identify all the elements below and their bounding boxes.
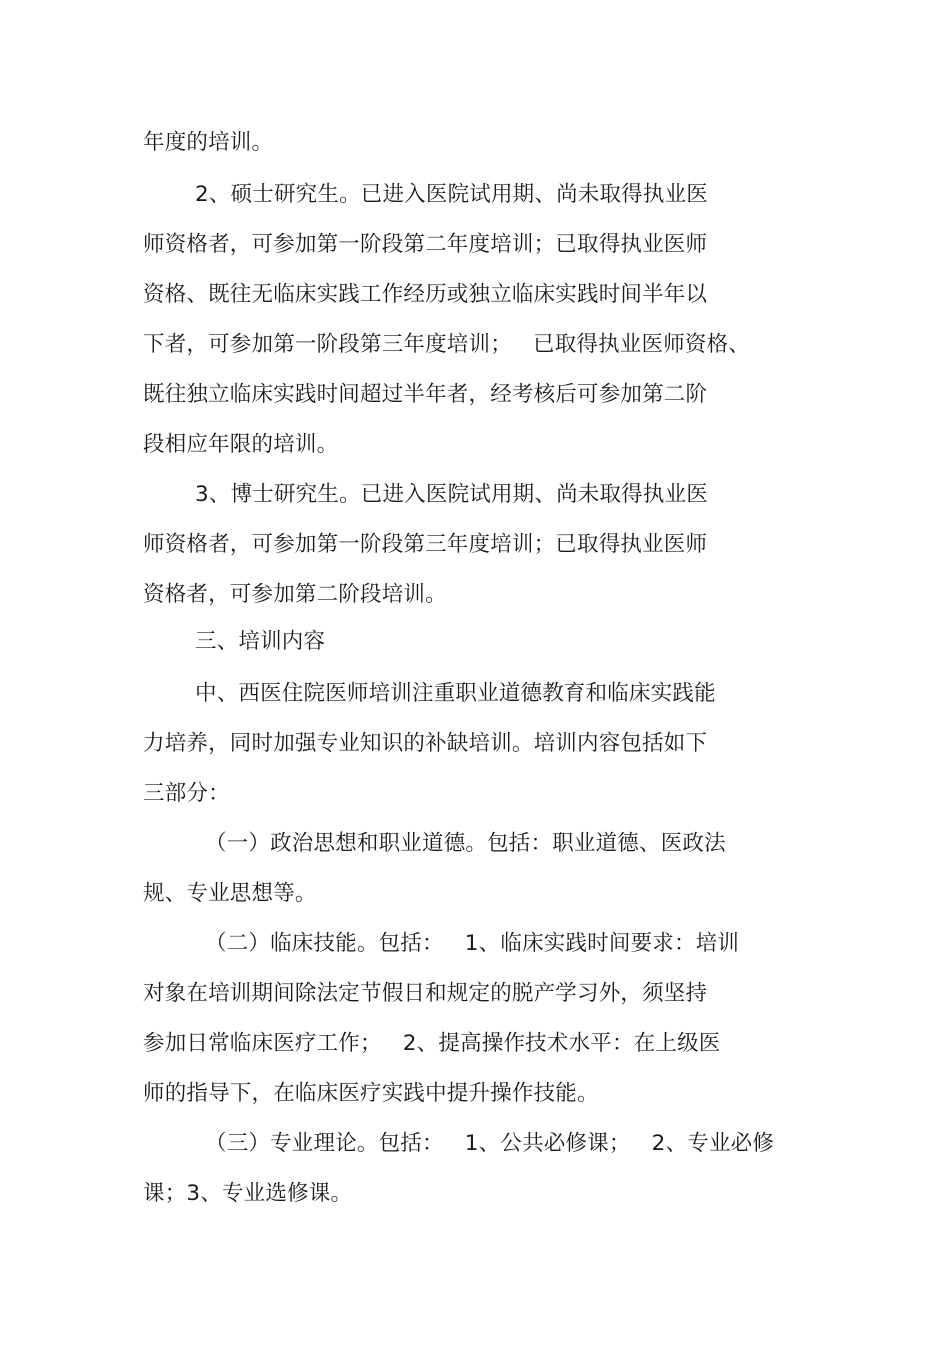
text-line: 规、专业思想等。 xyxy=(143,881,317,906)
text-line: （一）政治思想和职业道德。包括：职业道德、医政法 xyxy=(205,831,726,856)
text-line: 段相应年限的培训。 xyxy=(143,432,339,457)
text-line: （二）临床技能。包括： 1、临床实践时间要求：培训 xyxy=(205,931,740,956)
text-line: 2、硕士研究生。已进入医院试用期、尚未取得执业医 xyxy=(195,182,708,207)
text-line: （三）专业理论。包括： 1、公共必修课； 2、专业必修 xyxy=(205,1131,775,1156)
text-line: 中、西医住院医师培训注重职业道德教育和临床实践能 xyxy=(195,681,716,706)
text-line: 对象在培训期间除法定节假日和规定的脱产学习外，须坚持 xyxy=(143,981,708,1006)
text-line: 下者，可参加第一阶段第三年度培训； 已取得执业医师资格、 xyxy=(143,332,751,357)
text-line: 三部分： xyxy=(143,781,230,806)
text-line: 既往独立临床实践时间超过半年者，经考核后可参加第二阶 xyxy=(143,382,708,407)
text-line: 师资格者，可参加第一阶段第二年度培训；已取得执业医师 xyxy=(143,232,708,257)
text-line: 力培养，同时加强专业知识的补缺培训。培训内容包括如下 xyxy=(143,731,708,756)
text-line: 参加日常临床医疗工作； 2、提高操作技术水平：在上级医 xyxy=(143,1031,721,1056)
text-line: 资格、既往无临床实践工作经历或独立临床实践时间半年以 xyxy=(143,282,708,307)
section-heading: 三、培训内容 xyxy=(195,629,326,654)
text-line: 年度的培训。 xyxy=(143,130,274,155)
text-line: 课；3、专业选修课。 xyxy=(143,1181,353,1206)
text-line: 3、博士研究生。已进入医院试用期、尚未取得执业医 xyxy=(195,482,708,507)
text-line: 资格者，可参加第二阶段培训。 xyxy=(143,582,447,607)
text-line: 师的指导下，在临床医疗实践中提升操作技能。 xyxy=(143,1081,599,1106)
text-line: 师资格者，可参加第一阶段第三年度培训；已取得执业医师 xyxy=(143,532,708,557)
